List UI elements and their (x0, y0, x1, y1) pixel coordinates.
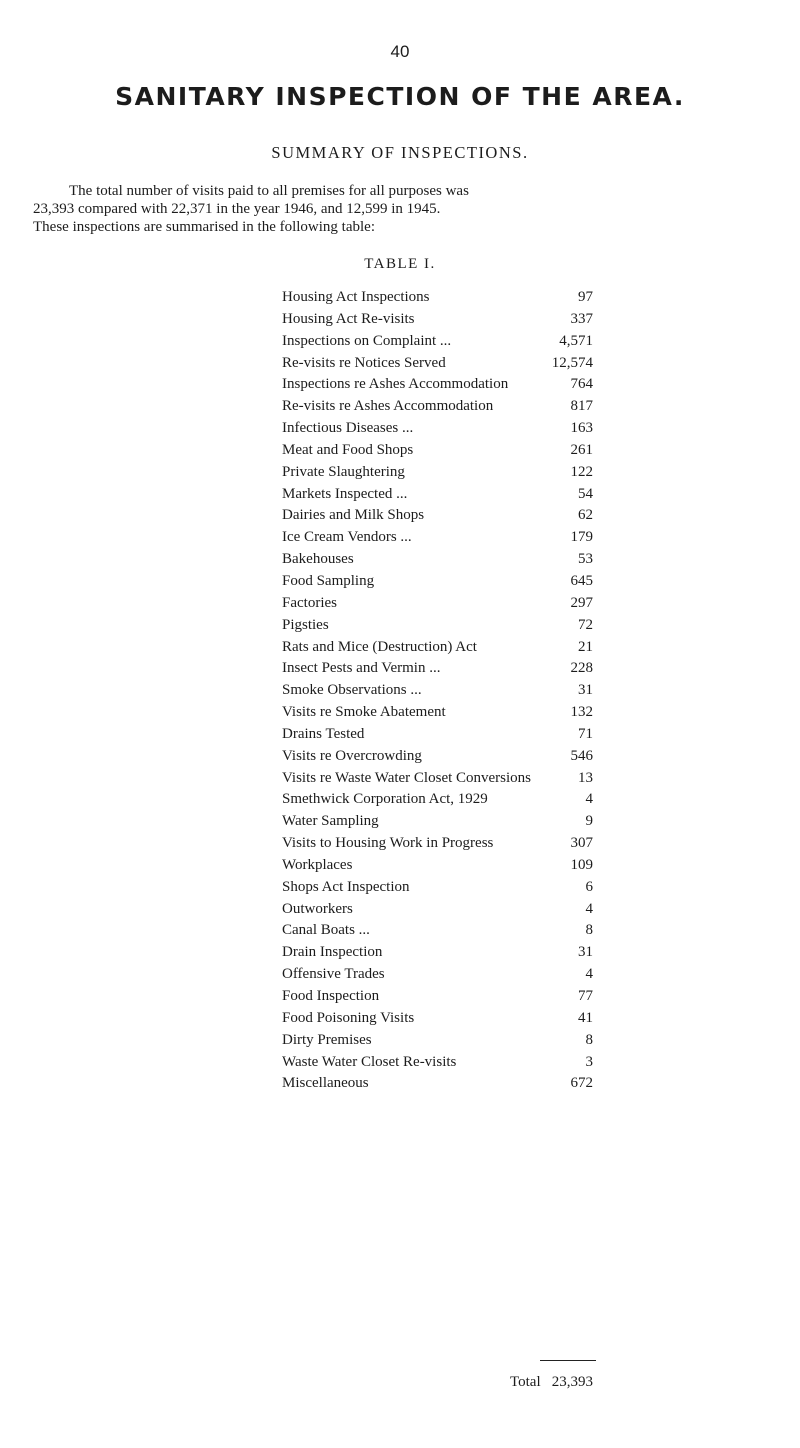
row-value: 228 (570, 660, 593, 677)
table-row (0, 811, 800, 833)
row-value: 817 (570, 398, 593, 415)
row-label: Smethwick Corporation Act, 1929 (282, 791, 488, 808)
table-row (0, 920, 800, 942)
row-label: Markets Inspected ... (282, 485, 408, 502)
table-row (0, 702, 800, 724)
row-value: 77 (578, 988, 593, 1004)
row-value: 645 (570, 572, 593, 589)
row-value: 41 (578, 1009, 593, 1026)
row-label: Drains Tested (282, 725, 365, 742)
table-row (0, 855, 800, 877)
row-value: 53 (578, 551, 593, 568)
row-label: Ice Cream Vendors ... (282, 529, 412, 546)
table-row (0, 833, 800, 855)
row-value: 4 (585, 966, 593, 983)
row-label: Housing Act Inspections (282, 289, 430, 305)
row-label: Private Slaughtering (282, 463, 405, 480)
row-label: Meat and Food Shops (282, 441, 414, 458)
row-value: 31 (578, 944, 593, 961)
row-label: Food Inspection (282, 988, 380, 1004)
table-row (0, 549, 800, 571)
table-row (0, 374, 800, 396)
row-value: 12,574 (551, 354, 593, 371)
row-label: Visits re Waste Water Closet Conversions (282, 769, 532, 786)
inspection-table (0, 287, 800, 1095)
row-label: Food Poisoning Visits (282, 1009, 415, 1026)
row-value: 4,571 (559, 332, 593, 349)
intro-paragraph (33, 182, 796, 236)
row-label: Workplaces (282, 856, 353, 873)
total-label: Total (510, 1374, 541, 1390)
row-label: Waste Water Closet Re-visits (282, 1053, 457, 1070)
table-row (0, 396, 800, 418)
row-value: 122 (570, 463, 593, 480)
row-label: Dirty Premises (282, 1031, 372, 1048)
row-value: 31 (578, 682, 593, 699)
row-value: 13 (578, 769, 593, 786)
table-row (0, 746, 800, 768)
table-row (0, 1030, 800, 1052)
table-row (0, 789, 800, 811)
row-value: 546 (570, 747, 593, 764)
page-number: 40 (390, 42, 410, 61)
table-row (0, 571, 800, 593)
row-value: 179 (570, 529, 593, 546)
row-value: 261 (570, 441, 593, 458)
table-row (0, 1008, 800, 1030)
row-label: Smoke Observations ... (282, 682, 422, 699)
row-label: Factories (282, 594, 337, 611)
row-value: 8 (585, 1031, 593, 1048)
table-row (0, 1052, 800, 1074)
row-value: 163 (570, 420, 593, 437)
row-value: 97 (578, 289, 593, 305)
table-row (0, 877, 800, 899)
row-value: 62 (578, 507, 593, 524)
row-label: Outworkers (282, 900, 353, 917)
row-value: 71 (578, 725, 593, 742)
row-value: 6 (585, 878, 593, 895)
table-label: TABLE I. (364, 256, 436, 272)
row-label: Insect Pests and Vermin ... (282, 660, 441, 677)
row-label: Miscellaneous (282, 1075, 369, 1092)
row-label: Pigsties (282, 616, 329, 633)
table-row (0, 1073, 800, 1095)
row-label: Dairies and Milk Shops (282, 507, 425, 524)
table-row (0, 484, 800, 506)
row-value: 764 (570, 376, 593, 393)
table-row (0, 331, 800, 353)
table-row (0, 899, 800, 921)
row-label: Visits re Smoke Abatement (282, 704, 446, 721)
page-heading: SANITARY INSPECTION OF THE AREA. (115, 82, 685, 111)
table-row (0, 505, 800, 527)
table-row (0, 593, 800, 615)
row-value: 4 (585, 900, 593, 917)
intro-line: These inspections are summarised in the following table: (33, 219, 375, 235)
row-label: Food Sampling (282, 572, 375, 589)
row-label: Infectious Diseases ... (282, 420, 414, 437)
intro-line: 23,393 compared with 22,371 in the year 1946, and 12,599 in 1945. (33, 201, 441, 217)
row-label: Offensive Trades (282, 966, 385, 983)
table-row (0, 680, 800, 702)
table-row (0, 986, 800, 1008)
table-row (0, 353, 800, 375)
row-value: 297 (570, 594, 593, 611)
table-row (0, 309, 800, 331)
row-value: 3 (585, 1053, 593, 1070)
row-label: Bakehouses (282, 551, 354, 568)
row-value: 21 (578, 638, 593, 655)
row-value: 307 (570, 835, 593, 852)
row-label: Canal Boats ... (282, 922, 370, 939)
row-value: 9 (585, 813, 593, 830)
row-label: Shops Act Inspection (282, 878, 410, 895)
row-label: Visits to Housing Work in Progress (282, 835, 494, 852)
row-value: 4 (585, 791, 593, 808)
table-row (0, 658, 800, 680)
row-label: Housing Act Re-visits (282, 310, 415, 327)
total-rule (540, 1360, 596, 1361)
row-value: 54 (578, 485, 593, 502)
table-row (0, 287, 800, 309)
row-label: Re-visits re Notices Served (282, 354, 446, 371)
row-label: Visits re Overcrowding (282, 747, 422, 764)
row-value: 8 (585, 922, 593, 939)
section-subheading: SUMMARY OF INSPECTIONS. (271, 143, 529, 162)
table-row (0, 440, 800, 462)
table-row (0, 942, 800, 964)
intro-line: The total number of visits paid to all premises for all purposes was (69, 183, 469, 199)
row-label: Water Sampling (282, 813, 379, 830)
row-value: 72 (578, 616, 593, 633)
row-label: Re-visits re Ashes Accommodation (282, 398, 494, 415)
table-row (0, 724, 800, 746)
table-row (0, 462, 800, 484)
table-row (0, 527, 800, 549)
row-value: 672 (570, 1075, 593, 1092)
row-label: Inspections on Complaint ... (282, 332, 452, 349)
row-label: Rats and Mice (Destruction) Act (282, 638, 477, 655)
row-value: 337 (570, 310, 593, 327)
row-value: 132 (570, 704, 593, 721)
total-value: 23,393 (551, 1374, 593, 1390)
table-row (0, 964, 800, 986)
table-row (0, 418, 800, 440)
row-label: Drain Inspection (282, 944, 383, 961)
row-label: Inspections re Ashes Accommodation (282, 376, 509, 393)
table-row (0, 615, 800, 637)
row-value: 109 (570, 856, 593, 873)
table-row (0, 637, 800, 659)
table-row (0, 768, 800, 790)
